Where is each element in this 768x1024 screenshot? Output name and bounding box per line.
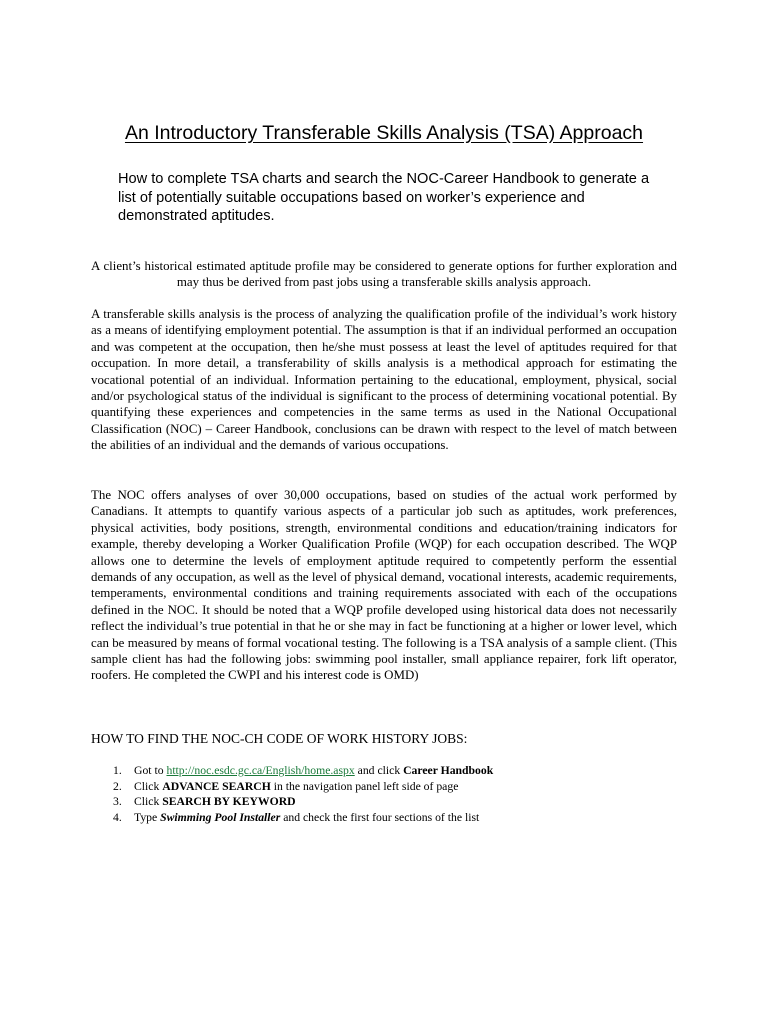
paragraph-noc-overview: The NOC offers analyses of over 30,000 occupations, based on studies of the actual work performed by Canadians. It attempts to quantify various aspects of a particular job such as aptitudes, work preferences, physical activities, body positions, strength, environmental conditions and education/training indicators for example, thereby developing a Worker Qualification Profile (WQP) for each occupation described. The WQP allows one to determine the levels of employment aptitude required to competently perform the essential demands of any occupation, as well as the level of physical demand, vocational interests, academic requirements, temperaments, environmental conditions and training requirements associated with each of the occupations defined in the NOC. It should be noted that a WQP profile developed using historical data does not necessarily reflect the individual’s true potential in that he or she may in fact be functioning at a higher or lower level, which can be measured by means of formal vocational testing. The following is a TSA analysis of a sample client. (This sample client has had the following jobs: swimming pool installer, small appliance repairer, fork lift operator, roofers. He completed the CWPI and his interest code is OMD) [91,488,677,683]
list-item [91,763,677,779]
paragraph-intro: A client’s historical estimated aptitude profile may be considered to generate options for further exploration and may thus be derived from past jobs using a transferable skills analysis approach. [91,259,677,290]
howto-heading: HOW TO FIND THE NOC-CH CODE OF WORK HISTORY JOBS: [91,731,468,746]
step-number: 4. [113,810,122,824]
document-title: An Introductory Transferable Skills Analysis (TSA) Approach [124,122,644,144]
step-text: and click [354,764,404,777]
step-text: Got to [134,764,167,777]
step-emphasis: Swimming Pool Installer [160,810,281,824]
paragraph-tsa-definition: A transferable skills analysis is the process of analyzing the qualification profile of the individual’s work history as a means of identifying employment potential. The assumption is that if an individual performed an occupation and was competent at the occupation, then he/she must possess at least the level of aptitudes required for that occupation. In more detail, a transferability of skills analysis is a methodical approach for estimating the vocational potential of an individual. Information pertaining to the educational, employment, physical, social and/or psychological status of the individual is significant to the process of determining vocational potential. By quantifying these experiences and competencies in the same terms as used in the National Occupational Classification (NOC) – Career Handbook, conclusions can be drawn with respect to the level of match between the abilities of an individual and the demands of various occupations. [91,307,677,453]
noc-link[interactable]: http://noc.esdc.gc.ca/English/home.aspx [166,764,355,777]
steps-list [91,763,677,825]
list-item [91,810,677,826]
step-emphasis: ADVANCE SEARCH [162,779,271,793]
step-text: Type [134,810,161,824]
step-text: in the navigation panel left side of page [270,779,459,793]
step-text: Click [134,779,163,793]
step-emphasis: Career Handbook [403,764,494,777]
step-number: 2. [113,779,122,793]
step-number: 1. [113,764,122,777]
step-number: 3. [113,795,122,809]
document-subtitle: How to complete TSA charts and search the NOC-Career Handbook to generate a list of potentially suitable occupations based on worker’s experience and demonstrated aptitudes. [118,171,650,224]
step-emphasis: SEARCH BY KEYWORD [162,795,296,809]
list-item [91,794,677,810]
step-text: and check the first four sections of the list [280,810,480,824]
step-text: Click [134,795,163,809]
list-item [91,779,677,795]
